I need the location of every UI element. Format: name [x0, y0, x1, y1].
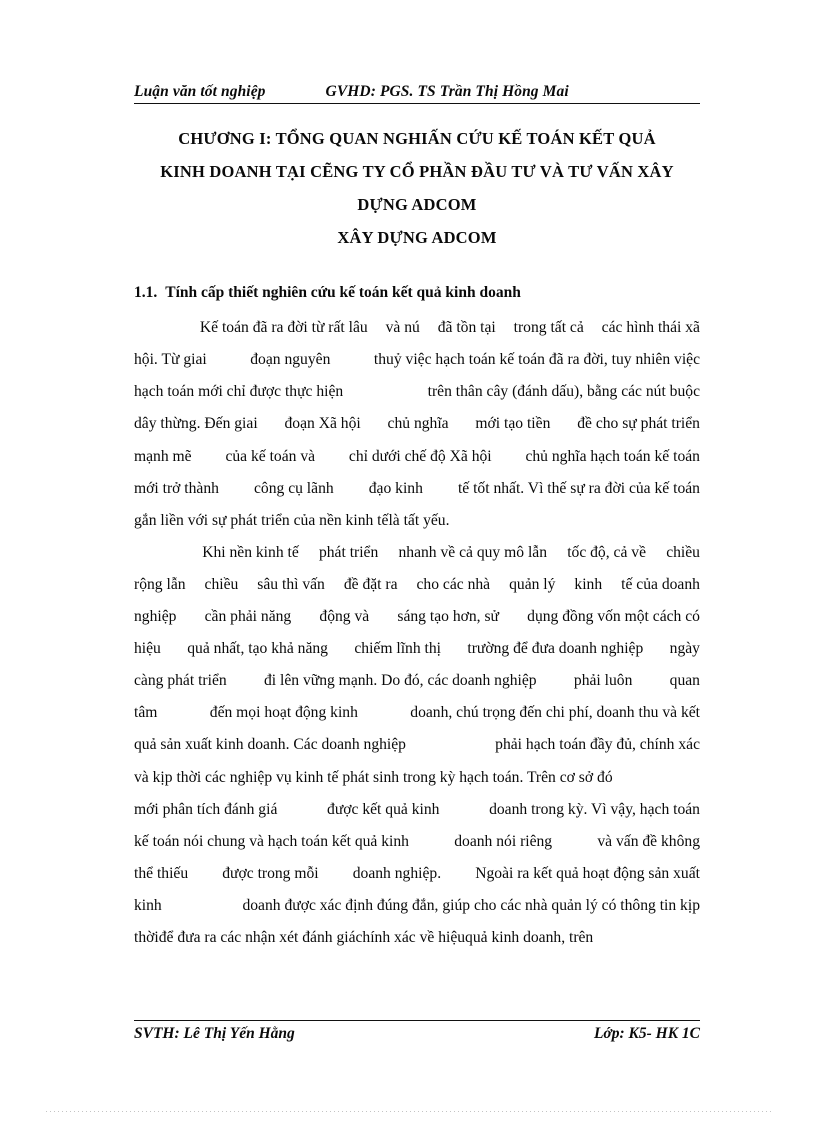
text-segment: thể thiếu: [134, 864, 189, 882]
text-segment: hiệu: [134, 640, 161, 658]
chapter-title-line-2: KINH DOANH TẠI CẼNG TY CỔ PHẦN ĐẦU TƯ VÀ TƯ VẤN XÂY: [160, 162, 674, 182]
text-line: [134, 633, 700, 665]
text-segment: trong tất cả: [513, 319, 584, 337]
text-segment: đã tồn tại: [437, 319, 496, 337]
text-segment: đoạn Xã hội: [284, 415, 361, 433]
text-segment: chiếm lĩnh thị: [354, 640, 441, 658]
text-line: [134, 505, 700, 537]
paragraph-indent: [134, 312, 182, 344]
text-line: [134, 312, 700, 344]
text-line: [134, 826, 700, 858]
text-segment: trường để đưa doanh nghiệp: [467, 640, 644, 658]
text-segment: phải luôn: [573, 672, 633, 690]
running-footer: [134, 1020, 700, 1043]
chapter-title-line-4: XÂY DỰNG ADCOM: [337, 228, 497, 248]
text-segment: phải hạch toán đầy đủ, chính xác: [495, 736, 700, 754]
text-segment: nhanh về cả quy mô lẫn: [398, 543, 547, 561]
text-segment: gắn liền với sự phát triển của nền kinh tế: [134, 511, 389, 529]
text-segment: doanh được xác định đúng đắn, giúp cho các nhà quản lý có thông tin kịp: [242, 897, 700, 915]
text-segment: phát triển: [318, 543, 379, 561]
text-segment: Khi nền kinh tế: [202, 543, 299, 561]
paragraph: [134, 537, 700, 954]
text-line: [134, 473, 700, 505]
text-segment: được trong mỗi: [222, 864, 319, 882]
header-left-text: Luận văn tốt nghiệp: [134, 83, 266, 100]
text-segment: đến mọi hoạt động kinh: [209, 704, 358, 722]
text-segment: mới tạo tiền: [475, 415, 551, 433]
text-segment: càng phát triển: [134, 672, 227, 690]
text-line: [134, 601, 700, 633]
text-segment: tốc độ, cả về: [567, 543, 646, 561]
text-segment: mới trở thành: [134, 479, 219, 497]
text-segment: để đưa ra các nhận xét đánh giá: [158, 929, 356, 947]
text-segment: kinh: [574, 575, 603, 593]
text-segment: và vấn đề không: [597, 832, 700, 850]
text-segment: cho các nhà: [416, 575, 491, 593]
text-segment: thuỷ việc hạch toán kế toán đã ra đời, tuy nhiên việc: [373, 351, 700, 369]
text-segment: nghiệp: [134, 608, 177, 626]
text-line: [134, 794, 700, 826]
text-segment: chủ nghĩa hạch toán kế toán: [525, 447, 700, 465]
section-title: Tính cấp thiết nghiên cứu kế toán kết quả kinh doanh: [165, 284, 521, 302]
text-segment: mới phân tích đánh giá: [134, 800, 278, 818]
paragraph: [134, 312, 700, 537]
text-line: [134, 762, 700, 794]
text-segment: kế toán nói chung và hạch toán kết quả kinh: [134, 832, 409, 850]
text-segment: của kế toán và: [225, 447, 316, 465]
page-content: [134, 82, 700, 954]
text-line: [134, 890, 700, 922]
chapter-title: [134, 122, 700, 254]
text-segment: dây thừng. Đến giai: [134, 415, 258, 433]
text-segment: các hình thái xã: [601, 319, 700, 337]
text-segment: tế của doanh: [621, 575, 700, 593]
header-right-text: GVHD: PGS. TS Trần Thị Hồng Mai: [325, 83, 569, 100]
paragraph-indent: [134, 537, 182, 569]
text-segment: chính xác về hiệu: [355, 929, 466, 947]
text-segment: dụng đồng vốn một cách có: [527, 608, 700, 626]
running-header: [134, 82, 700, 104]
text-segment: trên thân cây (đánh dấu), bằng các nút buộc: [427, 383, 700, 401]
text-segment: doanh trong kỳ. Vì vậy, hạch toán: [489, 800, 700, 818]
text-segment: đề đặt ra: [343, 575, 398, 593]
text-segment: mạnh mẽ: [134, 447, 192, 465]
scan-edge-artifact: [46, 1111, 772, 1112]
text-line: [134, 922, 700, 954]
text-segment: quả kinh doanh, trên: [465, 929, 594, 947]
text-line: [134, 665, 700, 697]
text-segment: tâm: [134, 704, 158, 722]
text-segment: quả nhất, tạo khả năng: [187, 640, 328, 658]
text-line: [134, 697, 700, 729]
body-text: [134, 312, 700, 954]
chapter-title-line-3: DỰNG ADCOM: [357, 195, 477, 215]
text-segment: thời: [134, 929, 159, 947]
text-segment: doanh nói riêng: [454, 832, 553, 850]
text-segment: đi lên vững mạnh. Do đó, các doanh nghiệp: [263, 672, 537, 690]
text-line: [134, 858, 700, 890]
text-segment: quản lý: [509, 575, 556, 593]
text-segment: rộng lẫn: [134, 575, 186, 593]
text-segment: ngày: [669, 640, 700, 658]
text-line: [134, 537, 700, 569]
text-line: [134, 729, 700, 761]
text-segment: chủ nghĩa: [387, 415, 449, 433]
text-segment: được kết quả kinh: [327, 800, 440, 818]
text-segment: và kịp thời các nghiệp vụ kinh tế phát sinh trong kỳ hạch toán. Trên cơ sở đó: [134, 768, 613, 786]
footer-right-text: Lớp: K5- HK 1C: [593, 1025, 700, 1042]
section-heading: [134, 282, 700, 304]
text-segment: chiều: [204, 575, 239, 593]
text-segment: hội. Từ giai: [134, 351, 207, 369]
text-line: [134, 408, 700, 440]
text-segment: cần phải năng: [204, 608, 292, 626]
text-segment: đoạn nguyên: [250, 351, 331, 369]
text-segment: chiều: [666, 543, 700, 561]
text-segment: sáng tạo hơn, sử: [397, 608, 499, 626]
text-segment: doanh, chú trọng đến chi phí, doanh thu và kết: [410, 704, 700, 722]
text-segment: sâu thì vấn: [257, 575, 325, 593]
section-number: 1.1.: [134, 284, 158, 302]
text-segment: công cụ lãnh: [253, 479, 334, 497]
text-segment: chỉ dưới chế độ Xã hội: [348, 447, 492, 465]
text-segment: Ngoài ra kết quả hoạt động sản xuất: [475, 864, 700, 882]
text-segment: hạch toán mới chỉ được thực hiện: [134, 383, 344, 401]
text-segment: tế tốt nhất. Vì thế sự ra đời của kế toán: [457, 479, 700, 497]
text-segment: Kế toán đã ra đời từ rất lâu: [199, 319, 368, 337]
footer-left-text: SVTH: Lê Thị Yến Hằng: [134, 1025, 295, 1042]
text-line: [134, 441, 700, 473]
text-segment: doanh nghiệp.: [352, 864, 442, 882]
text-line: [134, 376, 700, 408]
text-segment: là tất yếu.: [388, 511, 450, 529]
text-segment: và nú: [385, 319, 420, 337]
text-line: [134, 569, 700, 601]
chapter-title-line-1: CHƯƠNG I: TỔNG QUAN NGHIẤN CỨU KẾ TOÁN KẾT QUẢ: [178, 129, 656, 149]
text-segment: động và: [319, 608, 370, 626]
text-segment: quả sản xuất kinh doanh. Các doanh nghiệp: [134, 736, 406, 754]
text-segment: đạo kinh: [368, 479, 423, 497]
text-segment: đề cho sự phát triển: [577, 415, 700, 433]
text-segment: kinh: [134, 897, 162, 915]
text-line: [134, 344, 700, 376]
text-segment: quan: [669, 672, 700, 690]
